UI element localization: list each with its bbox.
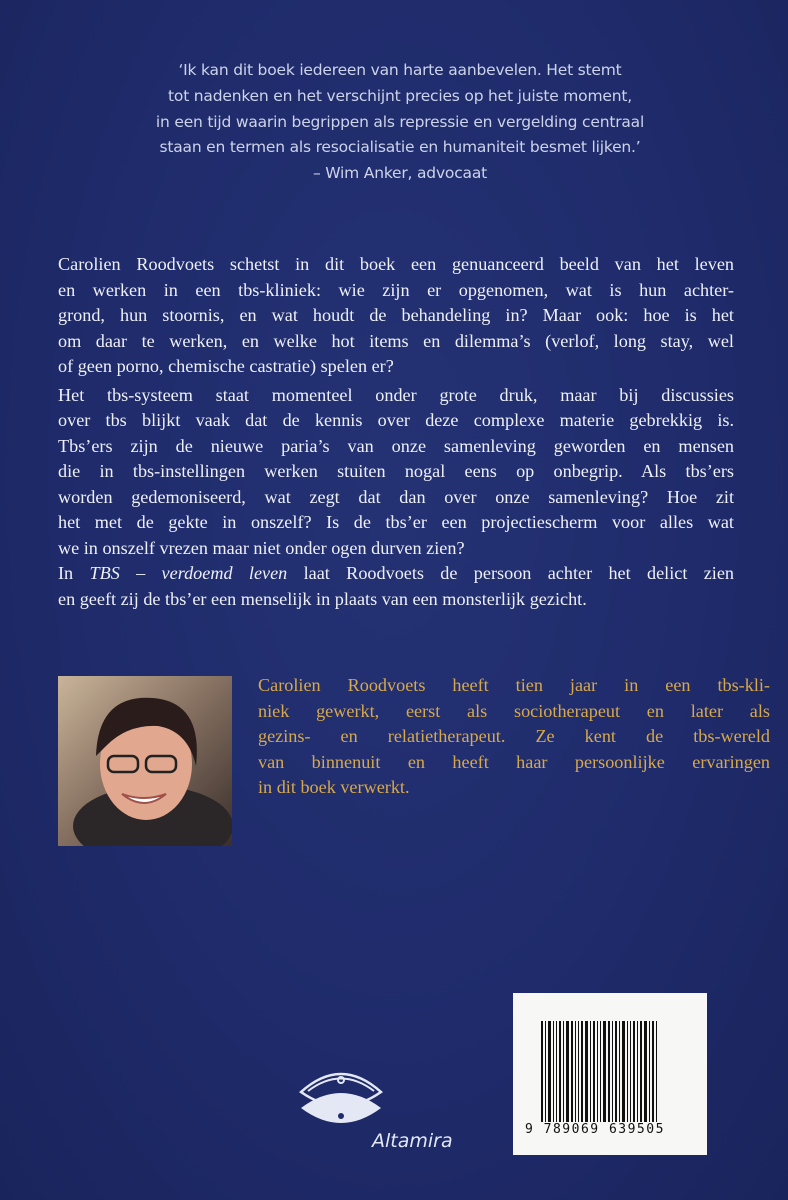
blurb-line: worden gedemoniseerd, wat zegt dat dan over onze samenleving? Hoe zit [58,486,734,507]
title-suffix: laat Roodvoets de persoon achter het delict zien [303,563,735,583]
barcode-number: 9 789069 639505 [523,1122,701,1137]
endorsement-quote [60,58,740,187]
barcode [513,993,707,1155]
blurb-line: over tbs blijkt vaak dat de kennis over deze complexe materie gebrekkig is. [58,410,734,430]
blurb-line: die in tbs-instellingen werken stuiten nogal eens op onbegrip. Als tbs’ers [58,461,734,481]
publisher-logo-icon [296,1064,386,1139]
publisher-name: Altamira [372,1130,453,1152]
bio-line: gezins- en relatietherapeut. Ze kent de tbs-wereld [258,726,770,746]
blurb-line: om daar te werken, en welke hot items en dilemma’s (verlof, long stay, wel [58,330,734,351]
bio-line: in dit boek verwerkt. [258,777,410,797]
barcode-bar [597,1021,598,1129]
title-prefix: In [58,563,74,583]
barcode-bar [630,1021,631,1129]
blurb-line: of geen porno, chemische castratie) spelen er? [58,356,394,376]
barcode-bar [637,1021,638,1129]
barcode-bar [556,1021,557,1129]
barcode-bar [622,1021,625,1129]
blurb-title-line [58,561,734,587]
bio-line: niek gewerkt, eerst als sociotherapeut en later als [258,700,770,721]
barcode-bar [585,1021,588,1129]
barcode-bar [571,1021,573,1129]
barcode-bar [541,1021,543,1129]
barcode-bar [652,1021,654,1129]
barcode-bar [578,1021,579,1129]
author-bio [258,673,770,801]
barcode-bar [649,1021,650,1129]
barcode-bar [548,1021,551,1129]
barcode-bar [566,1021,569,1129]
barcode-bar [633,1021,635,1129]
barcode-bar [656,1021,657,1129]
blurb [58,252,734,612]
barcode-bar [593,1021,595,1129]
quote-line: in een tijd waarin begrippen als repressie en vergelding centraal [155,112,645,131]
blurb-line: Tbs’ers zijn de nieuwe paria’s van onze samenleving geworden en mensen [58,435,734,456]
barcode-bar [644,1021,647,1129]
quote-line: ‘Ik kan dit boek iedereen van harte aanbevelen. Het stemt [178,61,622,79]
barcode-bar [545,1021,546,1129]
quote-attribution: – Wim Anker, advocaat [313,164,487,183]
bio-line: van binnenuit en heeft haar persoonlijke ervaringen [258,751,770,772]
bio-line: Carolien Roodvoets heeft tien jaar in een tbs-kli- [258,675,770,695]
blurb-line: we in onszelf vrezen maar niet onder ogen durven zien? [58,537,465,558]
barcode-bar [563,1021,564,1129]
blurb-line: en werken in een tbs-kliniek: wie zijn er opgenomen, wat is hun achter- [58,279,734,300]
blurb-line: Het tbs-systeem staat momenteel onder grote druk, maar bij discussies [58,384,734,405]
barcode-bar [575,1021,576,1129]
blurb-line: grond, hun stoornis, en wat houdt de behandeling in? Maar ook: hoe is het [58,305,734,325]
quote-line: staan en termen als resocialisatie en humaniteit besmet lijken.’ [159,138,641,157]
barcode-bar [600,1021,601,1129]
blurb-line: het met de gekte in onszelf? Is de tbs’er een projectiescherm voor alles wat [58,512,734,532]
book-title: TBS – verdoemd leven [89,563,288,583]
quote-line: tot nadenken en het verschijnt precies op het juiste moment, [168,86,632,105]
barcode-bar [619,1021,620,1129]
blurb-line: en geeft zij de tbs’er een menselijk in plaats van een monsterlijk gezicht. [58,588,587,609]
barcode-bar [590,1021,591,1129]
author-photo [58,676,232,846]
barcode-bars [541,1021,683,1129]
barcode-bar [612,1021,613,1129]
barcode-bar [581,1021,583,1129]
barcode-bar [615,1021,617,1129]
barcode-bar [553,1021,554,1129]
barcode-bar [559,1021,561,1129]
barcode-bar [608,1021,610,1129]
barcode-bar [627,1021,628,1129]
barcode-bar [640,1021,642,1129]
blurb-line: Carolien Roodvoets schetst in dit boek een genuanceerd beeld van het leven [58,254,734,274]
barcode-bar [603,1021,606,1129]
